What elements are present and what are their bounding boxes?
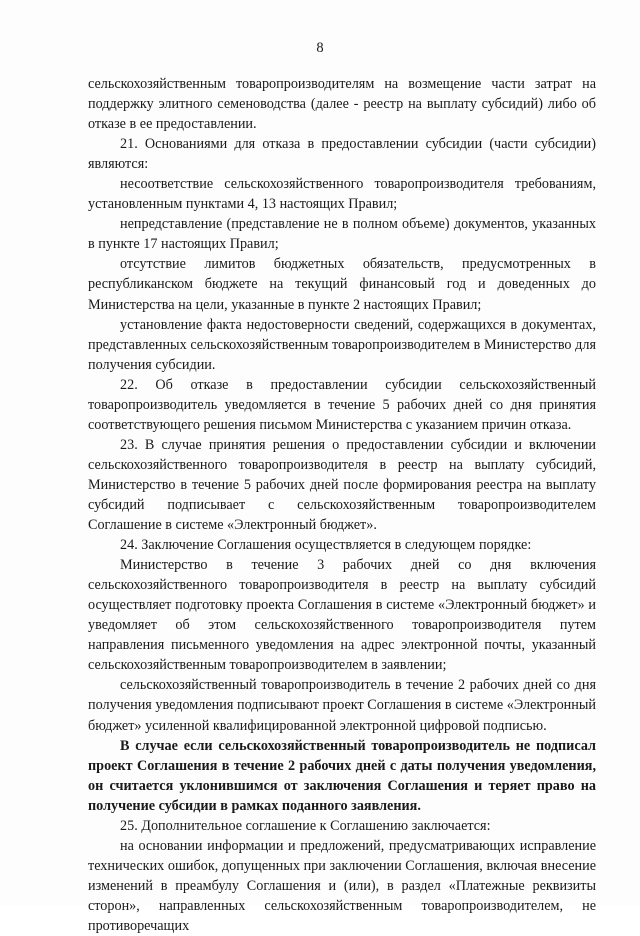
paragraph-22: 22. Об отказе в предоставлении субсидии сельскохозяйственный товаропроизводитель уведомляется в течение 5 рабочих дней со дня принятия соответствующего решения письмом Министерства с указанием причин отказа. [88, 376, 596, 433]
paragraph-25-item-1: на основании информации и предложений, предусматривающих исправление технических ошибок, допущенных при заключении Соглашения, включая внесение изменений в преамбулу Соглашения и (или), в раздел «Платежные реквизиты сторон», направленных сельскохозяйственным товаропроизводителем, не противоречащих [88, 837, 596, 934]
paragraph-21-item-3: отсутствие лимитов бюджетных обязательств, предусмотренных в республиканском бюджете на текущий финансовый год и доведенных до Министерства на цели, указанные в пункте 2 настоящих Правил; [88, 256, 596, 313]
paragraph-21-item-2: непредставление (представление не в полном объеме) документов, указанных в пункте 17 настоящих Правил; [88, 216, 596, 253]
paragraph-21-item-4: установление факта недостоверности сведений, содержащихся в документах, представленных сельскохозяйственным товаропроизводителем в Министерство для получения субсидии. [88, 316, 596, 373]
paragraph-25: 25. Дополнительное соглашение к Соглашению заключается: [120, 817, 491, 834]
document-body [88, 74, 596, 936]
paragraph-continuation: сельскохозяйственным товаропроизводителям на возмещение части затрат на поддержку элитного семеноводства (далее - реестр на выплату субсидий) либо об отказе в ее предоставлении. [88, 76, 596, 133]
paragraph-24-evasion: В случае если сельскохозяйственный товаропроизводитель не подписал проект Соглашения в течение 2 рабочих дней с даты получения уведомления, он считается уклонившимся от заключения Соглашения и теряет право на получение субсидии в рамках поданного заявления. [88, 737, 596, 814]
page-number: 8 [316, 40, 324, 56]
paragraph-24: 24. Заключение Соглашения осуществляется в следующем порядке: [120, 537, 532, 554]
paragraph-24-item-1: Министерство в течение 3 рабочих дней со дня включения сельскохозяйственного товаропроизводителя в реестр на выплату субсидий осуществляет подготовку проекта Соглашения в системе «Электронный бюджет» и уведомляет об этом сельскохозяйственного товаропроизводителя путем направления письменного уведомления на адрес электронной почты, указанный сельскохозяйственным товаропроизводителем в заявлении; [88, 557, 596, 674]
paragraph-23: 23. В случае принятия решения о предоставлении субсидии и включении сельскохозяйственного товаропроизводителя в реестр на выплату субсидий, Министерство в течение 5 рабочих дней после формирования реестра на выплату субсидий подписывает с сельскохозяйственным товаропроизводителем Соглашение в системе «Электронный бюджет». [88, 436, 596, 534]
paragraph-21: 21. Основаниями для отказа в предоставлении субсидии (части субсидии) являются: [88, 136, 596, 173]
paragraph-21-item-1: несоответствие сельскохозяйственного товаропроизводителя требованиям, установленным пунктами 4, 13 настоящих Правил; [88, 176, 596, 213]
paragraph-24-item-2: сельскохозяйственный товаропроизводитель в течение 2 рабочих дней со дня получения уведомления подписывают проект Соглашения в системе «Электронный бюджет» усиленной квалифицированной электронной цифровой подписью. [88, 677, 596, 734]
